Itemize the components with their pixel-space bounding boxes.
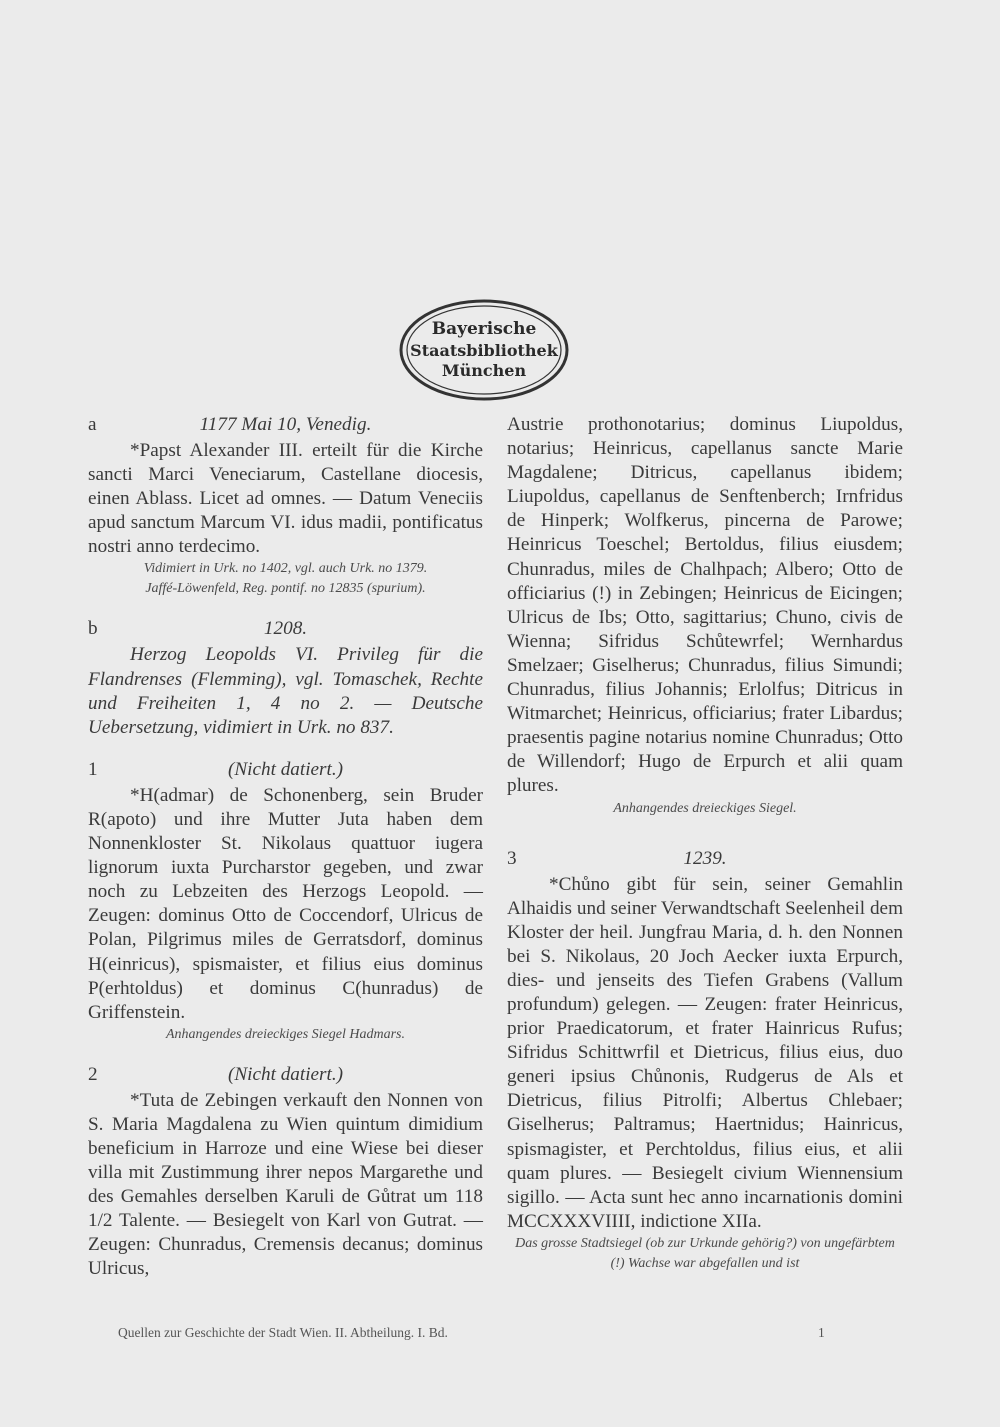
page-footer	[118, 1325, 918, 1341]
svg-text:München: München	[441, 361, 527, 380]
entry-label: 1	[88, 758, 98, 780]
entry-label: a	[88, 414, 97, 435]
right-column	[507, 413, 903, 1274]
entry-a-header	[88, 413, 483, 439]
entry-label: 2	[88, 1063, 98, 1085]
entry-3-body: *Chůno gibt für sein, seiner Gemahlin Alhaidis und seiner Verwandtschaft Seelenheil dem Kloster der heil. Jungfrau Maria, d. h. den Nonnen bei S. Nikolaus, 20 Joch Aecker iuxta Erpurch, dies- und jenseits des Tiefen Grabens (Vallum profundum) gelegen. — Zeugen: frater Heinricus, prior Praedicatorum, et frater Hainricus Rufus; Sifridus Schittwrfil et Dietricus, filius eius, duo generi ipsius Chůnonis, Rudgerus de Als et Dietricus, filius Pitrolfi; Albertus Chlebaer; Giselherus; Paltramus; Haertnidus; Hainricus, spismagister, et Perchtoldus, filius eius, et alii quam plures. — Besiegelt civium Wiennensium sigillo. — Acta sunt hec anno incarnationis domini MCCXXXVIIII, indictione XIIa.	[507, 873, 903, 1232]
footer-source: Quellen zur Geschichte der Stadt Wien. II. Abtheilung. I. Bd.	[118, 1325, 448, 1340]
entry-date: (Nicht datiert.)	[227, 1063, 344, 1085]
entry-a-body: *Papst Alexander III. erteilt für die Kirche sancti Marci Veneciarum, Castellane diocesis, einen Ablass. Licet ad omnes. — Datum Veneciis apud sanctum Marcum VI. idus madii, pontificatus nostri anno terdecimo.	[88, 440, 483, 558]
entry-b-body: Herzog Leopolds VI. Privileg für die Flandrenses (Flemming), vgl. Tomaschek, Rechte und Freiheiten 1, 4 no 2. — Deutsche Uebersetzung, vidimiert in Urk. no 837.	[88, 644, 483, 738]
entry-date: (Nicht datiert.)	[227, 758, 344, 780]
entry-2-body: *Tuta de Zebingen verkauft den Nonnen von S. Maria Magdalena zu Wien quintum dimidium beneficium in Harroze und eine Wiese bei dieser villa mit Zustimmung ihrer nepos Margarethe und des Gemahles derselben Karuli de Gůtrat um 118 1/2 Talente. — Besiegelt von Karl von Gutrat. — Zeugen: Chunradus, Cremensis decanus; dominus Ulricus,	[88, 1089, 483, 1280]
left-column	[88, 413, 483, 1282]
entry-label: b	[88, 618, 98, 640]
svg-text:Bayerische: Bayerische	[431, 319, 537, 339]
entry-date: 1177 Mai 10, Venedig.	[199, 414, 372, 435]
entry-1-note: Anhangendes dreieckiges Siegel Hadmars.	[166, 1026, 405, 1042]
svg-text:Staatsbibliothek: Staatsbibliothek	[410, 341, 558, 360]
entry-a-note-1: Vidimiert in Urk. no 1402, vgl. auch Urk. no 1379.	[143, 561, 428, 577]
entry-3-header	[507, 847, 903, 873]
entry-2-continuation: Austrie prothonotarius; dominus Liupoldus, notarius; Heinricus, capellanus sancte Marie Magdalene; Ditricus, capellanus ibidem; Liupoldus, capellanus de Senftenberch; Irnfridus de Hinperk; Wolfkerus, pincerna de Parowe; Heinricus Toeschel; Bertoldus, filius eiusdem; Chunradus, miles de Chalhpach; Albero; Otto de officiarius (!) in Zebingen; Heinricus de Eicingen; Ulricus de Ibs; Otto, sagittarius; Chuno, civis de Wienna; Sifridus Schůtewrfel; Wernhardus Smelzaer; Giselherus; Chunradus, filius Simundi; Chunradus, filius Johannis; Erlolfus; Ditricus in Witmarchet; Heinricus, officiarius; frater Libardus; praesentis pagine notarius nomine Chunradus; Otto de Willendorf; Hugo de Erpurch et alii quam plures.	[507, 414, 903, 797]
entry-1-header	[88, 758, 483, 784]
entry-a-note-2: Jaffé-Löwenfeld, Reg. pontif. no 12835 (spurium).	[145, 581, 426, 597]
entry-2-header	[88, 1063, 483, 1089]
page-number: 1	[818, 1325, 825, 1340]
entry-3-note: Das grosse Stadtsiegel (ob zur Urkunde gehörig?) von ungefärbtem (!) Wachse war abgefallen und ist	[515, 1235, 895, 1271]
entry-2-note: Anhangendes dreieckiges Siegel.	[613, 800, 797, 816]
library-stamp	[398, 298, 570, 402]
entry-date: 1208.	[263, 618, 308, 640]
entry-date: 1239.	[683, 847, 727, 869]
entry-1-body: *H(admar) de Schonenberg, sein Bruder R(apoto) und ihre Mutter Juta haben dem Nonnenkloster St. Nikolaus quattuor iugera lignorum iuxta Purcharstor gegeben, und zwar noch zu Lebzeiten des Herzogs Leopold. — Zeugen: dominus Otto de Coccendorf, Ulricus de Polan, Pilgrimus miles de Gerratsdorf, dominus H(einricus), spismaister, et filius eius dominus P(erhtoldus) et dominus C(hunradus) de Griffenstein.	[88, 784, 483, 1023]
entry-b-header	[88, 617, 483, 643]
entry-label: 3	[507, 847, 517, 869]
